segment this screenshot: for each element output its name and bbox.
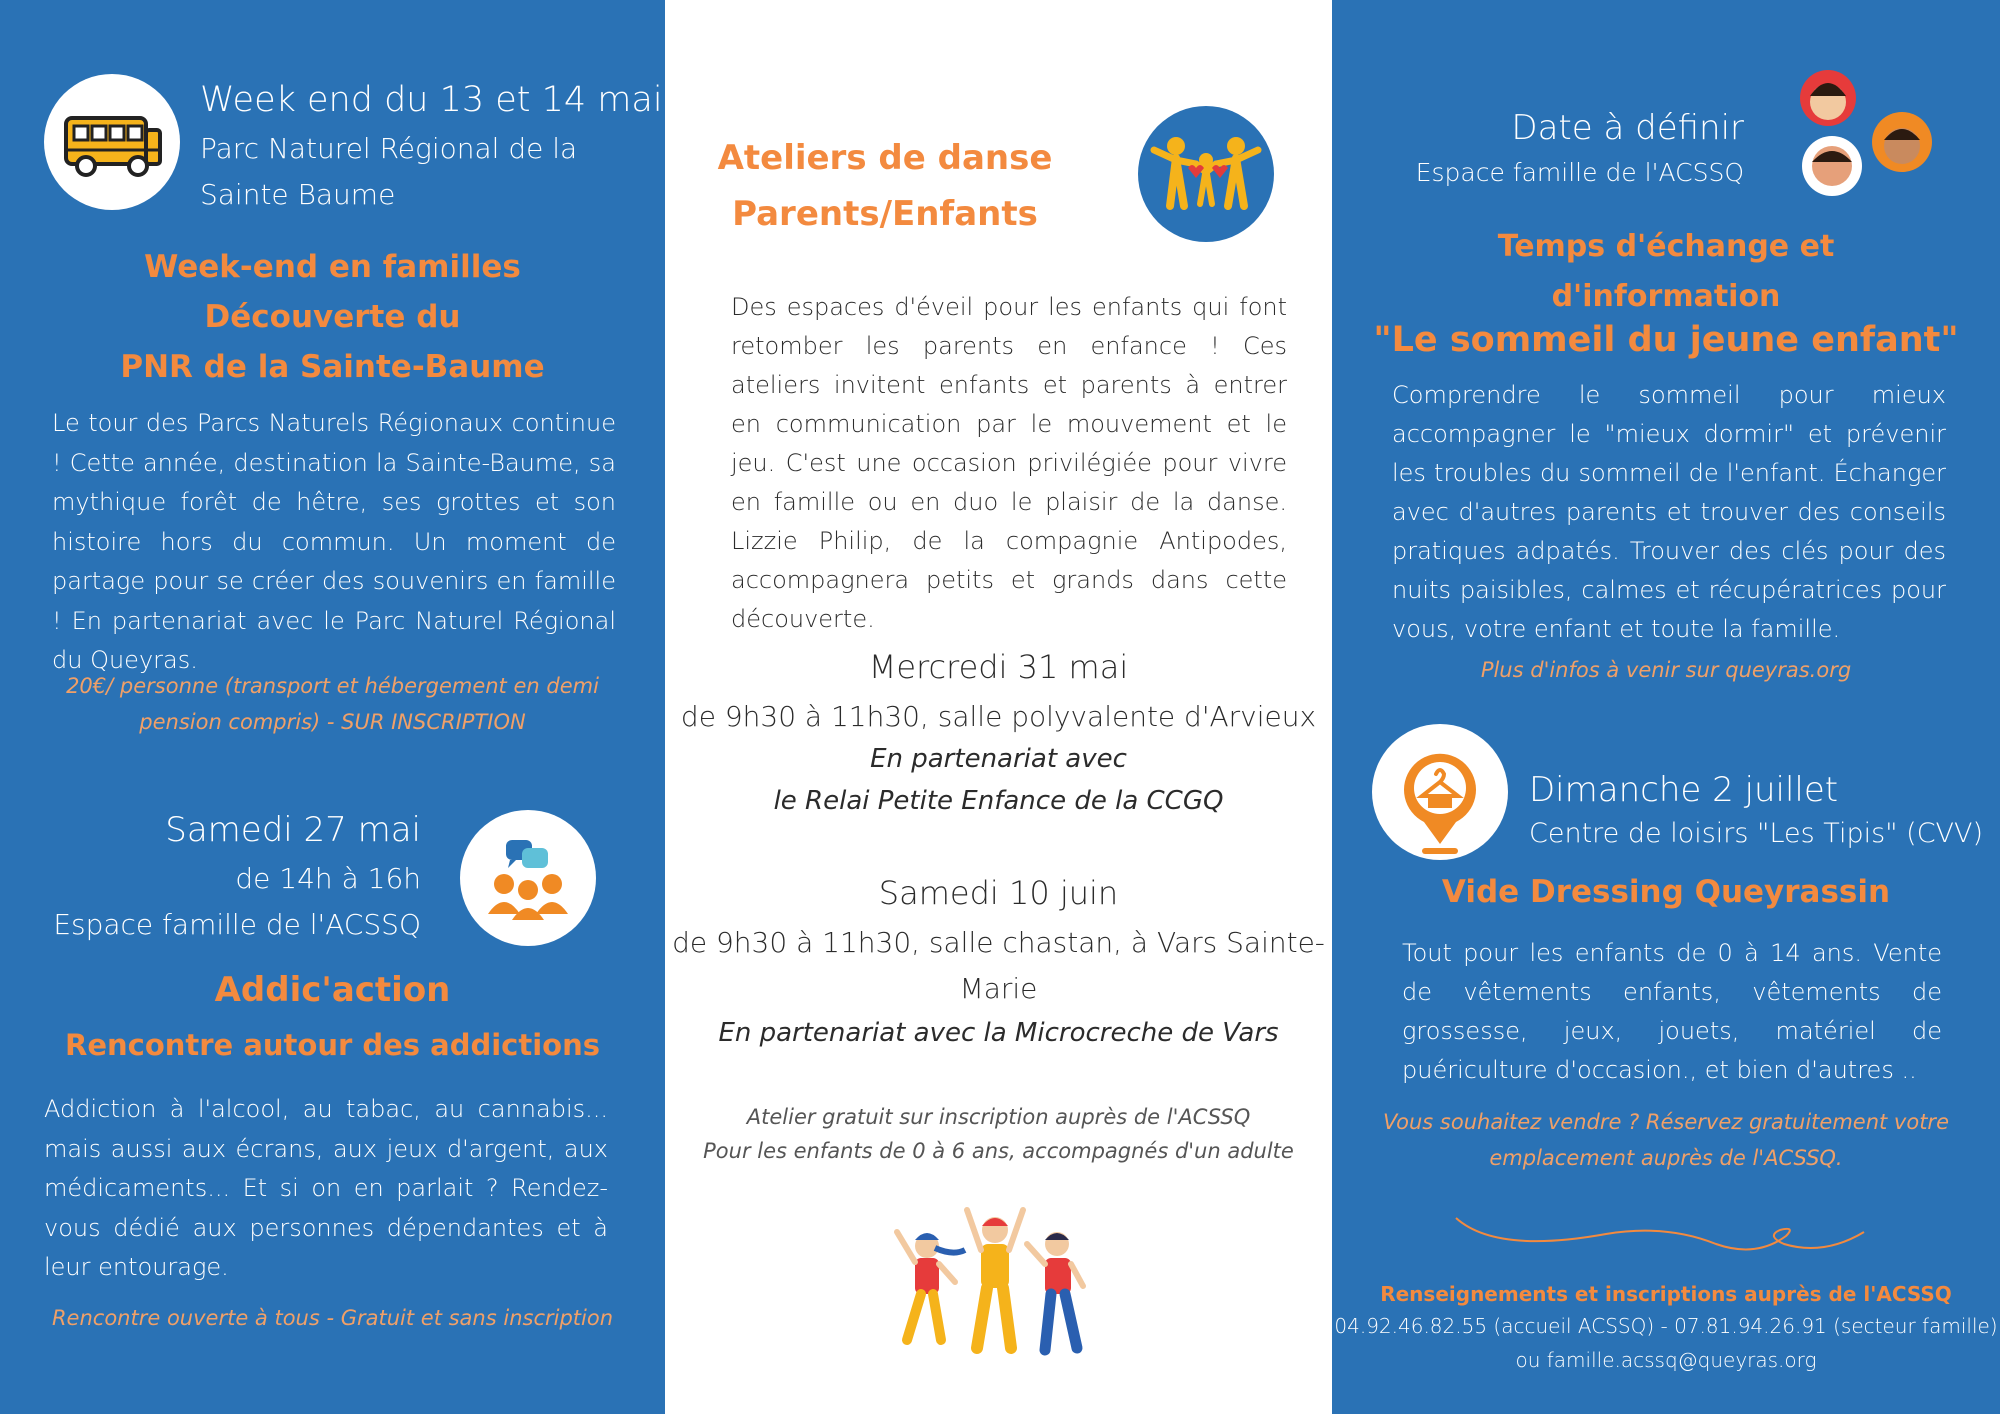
event-place: Sainte Baume xyxy=(200,178,396,211)
session-details: de 9h30 à 11h30, salle polyvalente d'Arvieux xyxy=(680,700,1317,733)
bus-icon xyxy=(44,74,180,210)
note-line: pension compris) - SUR INSCRIPTION xyxy=(139,710,526,734)
title-line: Parents/Enfants xyxy=(732,194,1038,234)
event-description: Addiction à l'alcool, au tabac, au cannabis... mais aussi aux écrans, aux jeux d'argent, aux médicaments... Et si on en parlait ? Rendez-vous dédié aux personnes dépendantes et à leur entourage. xyxy=(44,1095,608,1281)
family-faces-icon xyxy=(1772,62,1942,202)
contact-email[interactable]: ou famille.acssq@queyras.org xyxy=(1515,1348,1817,1372)
event-place: Centre de loisirs "Les Tipis" (CVV) xyxy=(1529,818,1984,849)
session-details: de 9h30 à 11h30, salle chastan, à Vars Sainte- xyxy=(672,926,1325,959)
note-line: Vous souhaitez vendre ? Réservez gratuitement votre xyxy=(1383,1110,1949,1134)
note-line: 20€/ personne (transport et hébergement en demi xyxy=(66,674,599,698)
workshop-note xyxy=(665,1100,1332,1168)
workshop-title xyxy=(705,130,1065,242)
session-details: Marie xyxy=(959,972,1038,1005)
session-partner: En partenariat avec xyxy=(870,744,1127,774)
event-date: Week end du 13 et 14 mai xyxy=(200,80,663,120)
event-description: Tout pour les enfants de 0 à 14 ans. Vente de vêtements enfants, vêtements de grossesse, jeux, jouets, matériel de puériculture d'occasion., et bien d'autres .. xyxy=(1402,939,1942,1084)
group-chat-icon xyxy=(460,810,596,946)
event-subtitle: "Le sommeil du jeune enfant" xyxy=(1373,320,1959,360)
family-dance-icon xyxy=(1138,106,1274,242)
title-line: Week-end en familles xyxy=(144,249,521,285)
note-line: Atelier gratuit sur inscription auprès de l'ACSSQ xyxy=(746,1105,1251,1129)
event-title xyxy=(0,242,665,392)
event-title: Addic'action xyxy=(214,970,451,1010)
event-note: Plus d'infos à venir sur queyras.org xyxy=(1480,658,1852,682)
session-partner: En partenariat avec la Microcreche de Vars xyxy=(718,1018,1279,1048)
session-date: Samedi 10 juin xyxy=(878,874,1119,912)
event-title: Vide Dressing Queyrassin xyxy=(1441,874,1891,910)
event-note: Rencontre ouverte à tous - Gratuit et sans inscription xyxy=(51,1306,614,1330)
title-line: PNR de la Sainte-Baume xyxy=(120,349,545,385)
decorative-divider xyxy=(1452,1200,1872,1260)
right-panel xyxy=(1332,0,2000,1414)
event-time: de 14h à 16h xyxy=(235,862,421,895)
event-description: Le tour des Parcs Naturels Régionaux continue ! Cette année, destination la Sainte-Baume, sa mythique forêt de hêtre, ses grottes et son histoire hors du commun. Un moment de partage pour se créer des souvenirs en famille ! En partenariat avec le Parc Naturel Régional du Queyras. xyxy=(52,409,616,674)
event-date: Samedi 27 mai xyxy=(165,810,421,850)
event-place: Parc Naturel Régional de la xyxy=(200,132,578,165)
title-line: Ateliers de danse xyxy=(717,138,1053,178)
hanger-pin-icon xyxy=(1372,724,1508,860)
note-line: Pour les enfants de 0 à 6 ans, accompagnés d'un adulte xyxy=(703,1139,1294,1163)
left-panel xyxy=(0,0,665,1414)
event-date: Date à définir xyxy=(1511,108,1744,148)
session-date: Mercredi 31 mai xyxy=(868,648,1129,686)
event-description: Comprendre le sommeil pour mieux accompagner le "mieux dormir" et prévenir les troubles du sommeil de l'enfant. Échanger avec d'autres parents et trouver des conseils pratiques adpatés. Trouver des clés pour des nuits paisibles, calmes et récupératrices pour vous, votre enfant et toute la famille. xyxy=(1392,381,1946,643)
event-note xyxy=(1332,1104,2000,1176)
note-line: emplacement auprès de l'ACSSQ. xyxy=(1489,1146,1843,1170)
event-title xyxy=(1332,222,2000,322)
middle-panel xyxy=(665,0,1332,1414)
contact-title: Renseignements et inscriptions auprès de l'ACSSQ xyxy=(1380,1282,1952,1306)
event-subtitle: Rencontre autour des addictions xyxy=(64,1028,600,1062)
dancing-kids-illustration xyxy=(885,1200,1105,1380)
title-line: d'information xyxy=(1551,279,1781,314)
workshop-description: Des espaces d'éveil pour les enfants qui font retomber les parents en enfance ! Ces ateliers invitent enfants et parents à entrer en communication par le mouvement et le jeu. C'est une occasion privilégiée pour vivre en famille ou en duo le plaisir de la danse. Lizzie Philip, de la compagnie Antipodes, accompagnera petits et grands dans cette découverte. xyxy=(731,293,1287,633)
contact-phones: 04.92.46.82.55 (accueil ACSSQ) - 07.81.94.26.91 (secteur famille) xyxy=(1334,1314,1998,1338)
session-partner: le Relai Petite Enfance de la CCGQ xyxy=(773,786,1224,816)
event-note xyxy=(40,668,625,740)
title-line: Temps d'échange et xyxy=(1497,229,1835,264)
event-place: Espace famille de l'ACSSQ xyxy=(1415,158,1744,187)
event-place: Espace famille de l'ACSSQ xyxy=(53,908,421,941)
title-line: Découverte du xyxy=(204,299,461,335)
event-date: Dimanche 2 juillet xyxy=(1529,770,1839,810)
